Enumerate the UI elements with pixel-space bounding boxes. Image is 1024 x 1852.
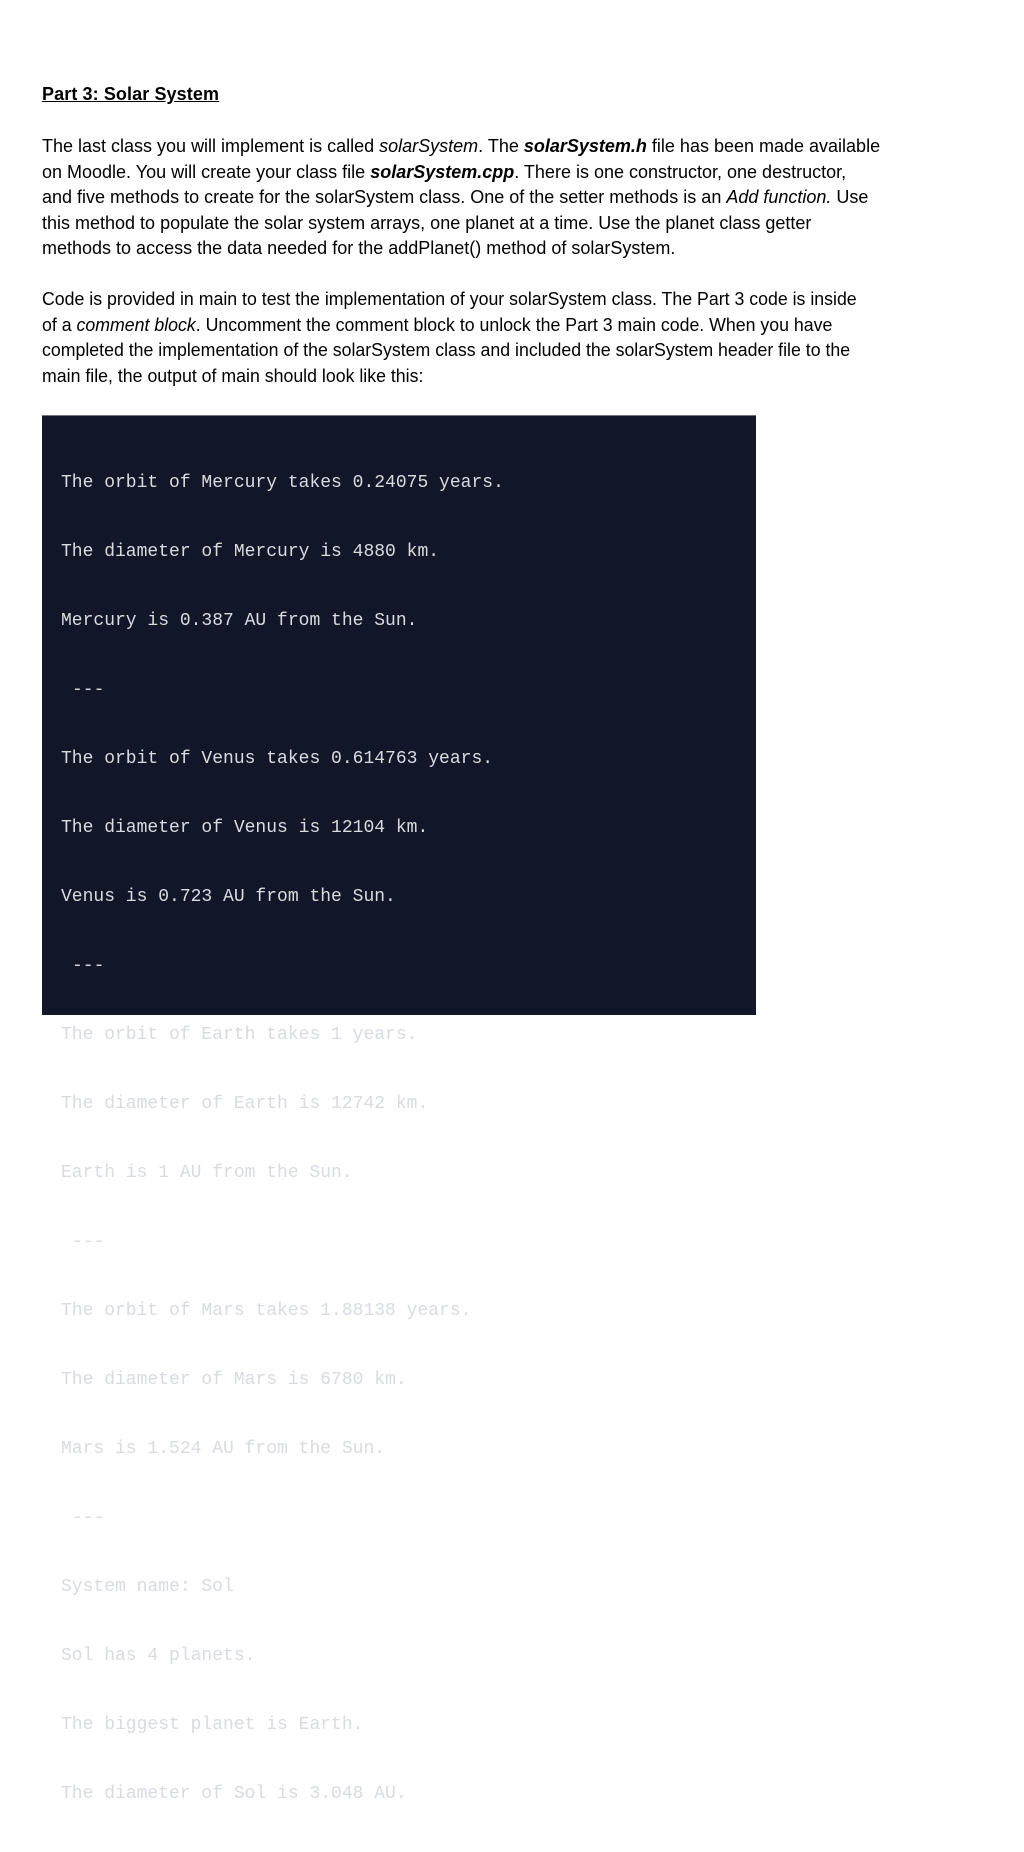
console-separator: --- — [72, 1232, 105, 1252]
console-line: Mars is 1.524 AU from the Sun. — [61, 1439, 386, 1459]
paragraph-line: and five methods to create for the solarSystem class. One of the setter methods is an Add function. Use — [42, 187, 869, 208]
source-filename: solarSystem.cpp — [370, 161, 515, 182]
console-line: The orbit of Mars takes 1.88138 years. — [61, 1301, 472, 1321]
console-text — [61, 426, 504, 1852]
console-separator: --- — [72, 1508, 105, 1528]
console-line: The orbit of Venus takes 0.614763 years. — [61, 749, 494, 769]
paragraph-line: main file, the output of main should look like this: — [42, 365, 424, 386]
paragraph-line: The last class you will implement is called solarSystem. The solarSystem.h file has been made available — [42, 136, 881, 156]
paragraph-line: methods to access the data needed for the addPlanet() method of solarSystem. — [42, 238, 676, 259]
console-line: The orbit of Mercury takes 0.24075 years. — [61, 473, 504, 493]
instructions-paragraph — [42, 287, 962, 389]
console-output-screenshot — [42, 415, 756, 1804]
console-line: Sol has 4 planets. — [61, 1646, 256, 1666]
intro-paragraph — [42, 134, 962, 262]
console-line: Mercury is 0.387 AU from the Sun. — [61, 611, 418, 631]
paragraph-line: completed the implementation of the solarSystem class and included the solarSystem header file to the — [42, 340, 851, 361]
console-line: The diameter of Venus is 12104 km. — [61, 818, 429, 838]
console-line: The orbit of Earth takes 1 years. — [61, 1025, 418, 1045]
console-line: The diameter of Earth is 12742 km. — [61, 1094, 429, 1114]
console-line: Earth is 1 AU from the Sun. — [61, 1163, 353, 1183]
section-heading: Part 3: Solar System — [42, 84, 220, 104]
comment-block-italic: comment block — [76, 314, 196, 335]
add-function-italic: Add function. — [726, 187, 832, 208]
console-line: The diameter of Mercury is 4880 km. — [61, 542, 440, 562]
console-line: Venus is 0.723 AU from the Sun. — [61, 887, 396, 907]
header-filename: solarSystem.h — [523, 136, 647, 156]
console-line: System name: Sol — [61, 1577, 234, 1597]
paragraph-line: this method to populate the solar system arrays, one planet at a time. Use the planet class getter — [42, 212, 812, 233]
console-separator: --- — [72, 680, 105, 700]
console-line: The diameter of Sol is 3.048 AU. — [61, 1784, 407, 1804]
paragraph-line: on Moodle. You will create your class file solarSystem.cpp. There is one constructor, one destructor, — [42, 161, 847, 182]
console-line: The biggest planet is Earth. — [61, 1715, 364, 1735]
class-name-italic: solarSystem — [379, 136, 479, 156]
paragraph-line: Code is provided in main to test the implementation of your solarSystem class. The Part 3 code is inside — [42, 289, 857, 309]
paragraph-line: of a comment block. Uncomment the comment block to unlock the Part 3 main code. When you have — [42, 314, 833, 335]
console-line: The diameter of Mars is 6780 km. — [61, 1370, 407, 1390]
console-separator: --- — [72, 956, 105, 976]
